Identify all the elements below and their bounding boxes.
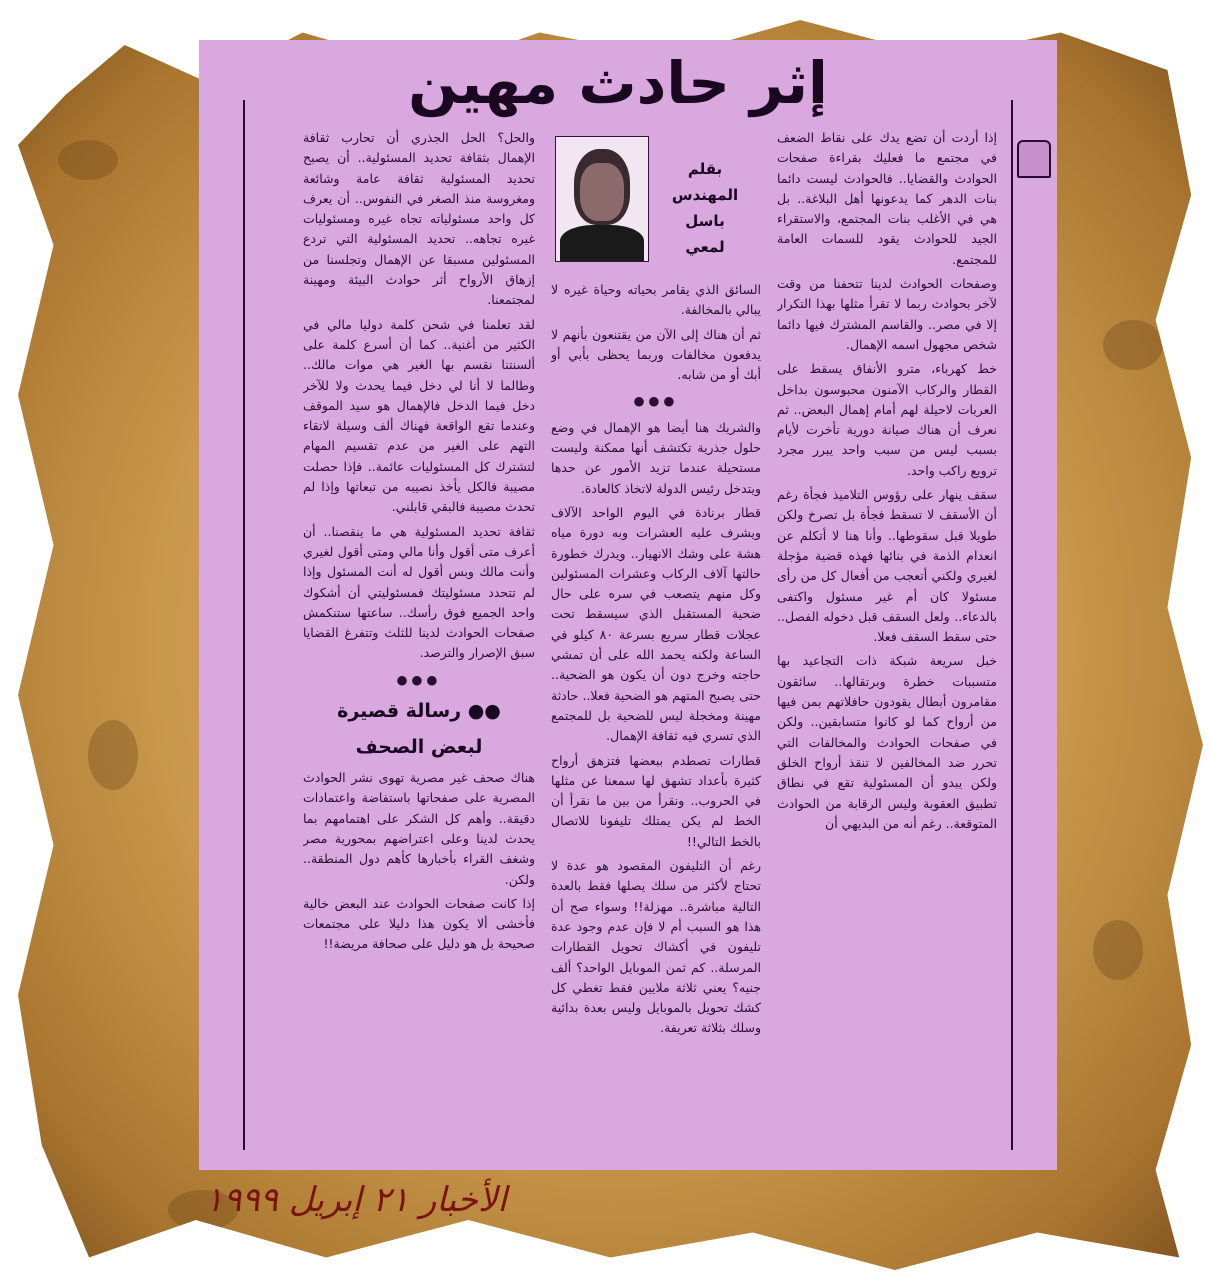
paragraph: وصفحات الحوادث لدينا تتحفنا من وقت لآخر بحوادث ربما لا تقرأ مثلها بهذا التكرار إلا في مصر.. والقاسم المشترك فيها دائما شخص مجهول اسمه الإهمال.: [777, 276, 997, 352]
stain: [88, 720, 138, 790]
newspaper-clipping: [199, 40, 1057, 1170]
paragraph: السائق الذي يقامر بحياته وحياة غيره لا يبالي بالمخالفة.: [551, 282, 761, 318]
stain: [58, 140, 118, 180]
adjacent-column-right: [1011, 100, 1057, 1150]
paragraph: إذا كانت صفحات الحوادث عند البعض خالية فأخشى ألا يكون هذا دليلا على مجتمعات صحيحة بل هو دليل على صحافة مريضة!!: [303, 895, 535, 952]
paragraph: خط كهرباء، مترو الأنفاق يسقط على القطار والركاب الآمنون محبوسون بداخل العربات لاحيلة لهم أمام إهمال البعض.. ثم نعرف أن هناك صيانة دورية تأخرت لأيام بسبب ليس من سبب واحد يبرر مجرد ترويع راكب واحد.: [777, 361, 997, 478]
paragraph: سقف ينهار على رؤوس التلاميذ فجأة رغم أن الأسقف لا تسقط فجأة بل تصرخ ولكن طويلا قبل سقوطها.. وأنا هنا لا أتكلم عن انعدام الذمة في بنائها فهذه قضية مؤجلة لغيري ولكني أتعجب من أفعال كل من رأى مسئولا كان أم غير مسئول واكتفى بالدعاء.. ولعل السقف قبل دخوله الفصل.. حتى سقط السقف فعلا.: [777, 487, 997, 645]
paragraph: لقد تعلمنا في شحن كلمة دوليا مالي في الكثير من أغنية.. كما أن أسرع كلمة على ألسنتنا نقسم بها الغير هي موات مالك.. وطالما لا أنا لي دخل فيما يحدث ولا للآخر دخل فيما الدخل فالإهمال هو سيد الموقف وعندما تقع الواقعة فهناك ألف وسيلة لاتقاء التهم على الغير من عدم تقسيم المهام لتشترك كل المسئوليات عائمة.. فإذا حصلت مصيبة فالكل يأخذ نصيبه من تبعاتها وإذا لم تحدث مصيبة فالبقي قابلني.: [303, 316, 535, 515]
separator: ●●●: [633, 393, 679, 409]
author-last-name: لمعي: [685, 238, 725, 256]
paragraph: خبل سريعة شبكة ذات التجاعيد بها متسببات خطرة وبرتقالها.. سائقون مقامرون أبطال يقودون حافلاتهم بمن فيها من أرواح كما لو كانوا متسابقين.. ولكن في صفحات الحوادث والمخالفات التي تحرر ضد المخالفين لا تنقذ أرواح الخلق ولكن يبدو أن المسئولية تقع في نطاق تطبيق العقوبة وليس الرقابة من الحوادث المتوقعة.. رغم أنه من البديهي أن: [777, 653, 997, 831]
column-3: [303, 128, 535, 1150]
author-first-name: باسل: [685, 212, 725, 230]
paragraph: والحل؟ الحل الجذري أن تحارب ثقافة الإهمال بثقافة تحديد المسئولية.. أن يصبح تحديد المسئولية ثقافة عامة وشائعة ومغروسة منذ الصغر في النفوس.. أن يعرف كل واحد مسئولياته تجاه غيره ومسئوليات غيره تجاهه.. تحديد المسئولية التي تردع المسئولين مسبقا عن الإهمال وتجلسنا من إزهاق الأرواح أثر حوادث البيئة ومهينة لمجتمعنا.: [303, 130, 535, 308]
column-2: [551, 280, 761, 1150]
paragraph: رغم أن التليفون المقصود هو عدة لا تحتاج لأكثر من سلك يصلها فقط بالعدة التالية مباشرة.. مهزلة!! وسواء صح أن هذا هو السبب أم لا فإن عدم وجود عدة تليفون في أكشاك تحويل القطارات المرسلة.. كم ثمن الموبايل الواحد؟ ألف جنيه؟ يعني ثلاثة ملايين فقط تغطي كل كشك تحويل بالموبايل وليس بعدة بدائية وسلك بثلاثة تعريفة.: [551, 858, 761, 1036]
author-name: [655, 156, 755, 260]
byline-box: [551, 132, 761, 272]
paragraph: قطارات تصطدم ببعضها فتزهق أرواح كثيرة بأعداد تشهق لها سمعنا عن مثلها في الحروب.. ونقرأ من بين ما نقرأ أن الخط لم يكن يمتلك تليفونا للاتصال بالخط التالي!!: [551, 752, 761, 849]
subheading: لبعض الصحف: [355, 736, 483, 759]
separator: ●●●: [396, 671, 442, 687]
newspaper-logo: [1017, 140, 1051, 178]
source-caption: الأخبار ٢١ إبريل ١٩٩٩: [205, 1180, 507, 1220]
subheading: ●● رسالة قصيرة: [337, 700, 501, 723]
paragraph: ثقافة تحديد المسئولية هي ما ينقصنا.. أن أعرف متى أقول وأنا مالي ومتى أقول لغيري وأنت مالك وبس أقول له أنت المسئول وإذا لم تتحدد مسئوليتك فمسئوليتي أن أشكوك واحد الجميع فوق رأسك.. ساعتها ستنكمش صفحات الحوادث لدينا للثلث وتتفرغ القضايا سبق الإصرار والترصد.: [303, 523, 535, 661]
paragraph: ثم أن هناك إلى الآن من يقتنعون بأنهم لا يدفعون مخالفات وربما يحظى بأبي أو أبك أو من شابه.: [551, 326, 761, 383]
author-shoulders: [560, 225, 644, 262]
stain: [1103, 320, 1163, 370]
column-1: [777, 128, 997, 1150]
adjacent-column-left: [199, 100, 245, 1150]
paragraph: هناك صحف غير مصرية تهوى نشر الحوادث المصرية على صفحاتها باستفاضة واعتمادات دقيقة.. وأهم كل الشكر على اهتمامهم بما يحدث لدينا وعلى اعتراضهم بمحورية مصر وشغف القراء بأخبارها كأهم دول المنطقة.. ولكن.: [303, 770, 535, 887]
author-face: [580, 163, 624, 221]
headline: إثر حادث مهين: [408, 49, 828, 117]
paragraph: إذا أردت أن تضع يدك على نقاط الضعف في مجتمع ما فعليك بقراءة صفحات الحوادث والقضايا.. فالحوادث ليست دائما بنات الدهر كما يدعونها أهل البلاغة.. بل هي في الأغلب بنات المجتمع، والاستقراء الجيد للحوادث يقود للسمات العامة للمجتمع.: [777, 130, 997, 267]
paragraph: قطار برنادة في اليوم الواحد الآلاف ويشرف عليه العشرات وبه دورة مياه هشة على وشك الانهيار.. ويدرك خطورة حالتها آلاف الركاب وعشرات المسئولين وكل منهم يتصعب في سره على حال ضحية المستقبل الذي سيسقط تحت عجلات قطار سريع بسرعة ٨٠ كيلو في الساعة ولكنه يحمد الله على أن تمشي حاجته وخرج دون أن يكون هو الضحية.. حتى يصبح المتهم هو الضحية فعلا.. حادثة مهينة ومخجلة ليس للضحية بل للمجتمع الذي تسري فيه ثقافة الإهمال.: [551, 504, 761, 744]
author-photo: [555, 136, 649, 262]
stain: [1093, 920, 1143, 980]
paragraph: والشريك هنا أيضا هو الإهمال في وضع حلول جذرية تكتشف أنها ممكنة وليست مستحيلة عندما تزيد الأمور عن حدها ويتدخل رئيس الدولة لاتخاذ كالعادة.: [551, 419, 761, 496]
author-prefix: بقلم المهندس: [671, 160, 739, 204]
